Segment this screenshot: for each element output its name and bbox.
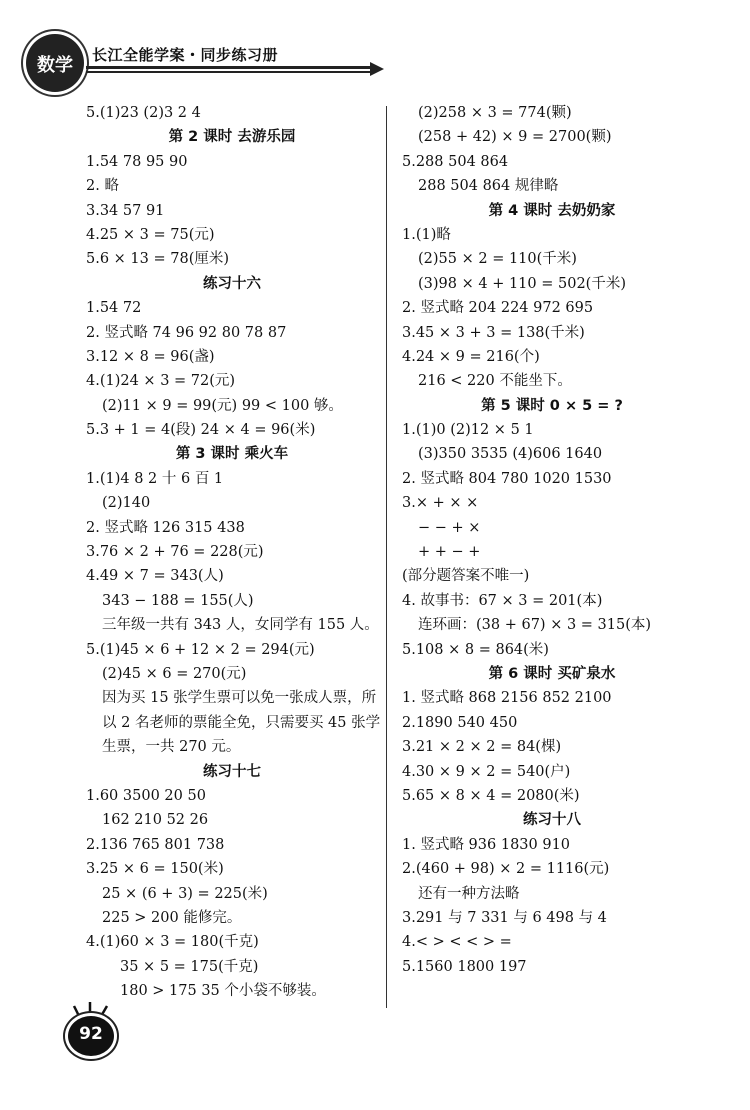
subject-badge: [26, 34, 84, 92]
answer-line: 5.(1)23 (2)3 2 4: [86, 105, 201, 121]
answer-line: 3.34 57 91: [86, 202, 165, 219]
answer-line: 2.1890 540 450: [402, 714, 518, 731]
answer-line: 225 > 200 能修完。: [102, 909, 242, 926]
answer-line: 4.< > < < > =: [402, 934, 512, 951]
answer-line: 5.288 504 864: [402, 153, 509, 170]
answer-line: 以 2 名老师的票能全免，只需要买 45 张学: [102, 714, 381, 731]
answer-line: (2)45 × 6 = 270(元): [102, 665, 247, 682]
answer-line: 1. 竖式略 868 2156 852 2100: [402, 690, 612, 707]
answer-line: (3)350 3535 (4)606 1640: [418, 446, 603, 463]
section-heading: 第 5 课时 0 × 5 = ?: [481, 397, 623, 414]
answer-line: 1.60 3500 20 50: [86, 787, 206, 804]
answer-line: 生票，一共 270 元。: [102, 739, 241, 756]
badge-label: 数学: [37, 55, 73, 76]
answer-line: 4.24 × 9 = 216(个): [402, 348, 540, 365]
answer-line: 2. 竖式略 204 224 972 695: [402, 300, 594, 317]
header-rule-thin: [86, 71, 376, 73]
page-header: [0, 0, 750, 110]
section-heading: 第 4 课时 去奶奶家: [488, 202, 616, 219]
answer-line: 4.49 × 7 = 343(人): [86, 568, 224, 585]
answer-line: 5.65 × 8 × 4 = 2080(米): [402, 787, 580, 804]
answer-line: − − + ×: [418, 519, 481, 536]
answer-line: 三年级一共有 343 人，女同学有 155 人。: [102, 617, 379, 634]
answer-line: + + − +: [418, 544, 481, 561]
answer-line: 3.12 × 8 = 96(盏): [86, 348, 215, 365]
answer-line: 180 > 175 35 个小袋不够装。: [120, 983, 326, 1000]
answer-line: 35 × 5 = 175(千克): [120, 958, 259, 975]
answer-line: (258 + 42) × 9 = 2700(颗): [418, 129, 612, 146]
answer-line: 4.25 × 3 = 75(元): [86, 226, 215, 243]
answer-line: 5.108 × 8 = 864(米): [402, 641, 549, 658]
answer-line: 1.(1)略: [402, 226, 451, 243]
answer-line: 1.54 72: [86, 300, 142, 317]
answer-line: 2. 竖式略 804 780 1020 1530: [402, 470, 612, 487]
answer-line: (3)98 × 4 + 110 = 502(千米): [418, 275, 626, 292]
page-number-badge: [62, 1000, 122, 1060]
answer-line: 2.136 765 801 738: [86, 836, 225, 853]
answer-line: 连环画：(38 + 67) × 3 = 315(本): [418, 617, 652, 634]
answer-line: 5.(1)45 × 6 + 12 × 2 = 294(元): [86, 641, 315, 658]
right-answer-column: [402, 101, 702, 979]
answer-line: 1.(1)0 (2)12 × 5 1: [402, 422, 534, 439]
answer-line: 288 504 864 规律略: [418, 178, 559, 195]
answer-line: 25 × (6 + 3) = 225(米): [102, 885, 268, 902]
answer-line: 2. 略: [86, 178, 119, 195]
section-heading: 第 2 课时 去游乐园: [168, 129, 296, 146]
answer-line: 1. 竖式略 936 1830 910: [402, 836, 571, 853]
header-rule: [86, 66, 376, 69]
answer-line: 216 < 220 不能坐下。: [418, 373, 572, 390]
answer-line: 3.76 × 2 + 76 = 228(元): [86, 544, 264, 561]
section-heading: 练习十六: [203, 275, 261, 292]
answer-line: 因为买 15 张学生票可以免一张成人票，所: [102, 690, 377, 707]
answer-line: 4.30 × 9 × 2 = 540(户): [402, 763, 571, 780]
answer-line: 4.(1)60 × 3 = 180(千克): [86, 934, 259, 951]
answer-line: 2.(460 + 98) × 2 = 1116(元): [402, 861, 610, 878]
section-heading: 练习十七: [203, 763, 261, 780]
answer-line: (2)55 × 2 = 110(千米): [418, 251, 577, 268]
header-arrow-icon: [370, 62, 384, 76]
answer-line: (2)140: [102, 495, 151, 512]
series-title: 长江全能学案・同步练习册: [92, 46, 279, 64]
answer-line: (2)258 × 3 = 774(颗): [418, 105, 572, 121]
answer-line: 3.25 × 6 = 150(米): [86, 861, 224, 878]
answer-line: (2)11 × 9 = 99(元) 99 < 100 够。: [102, 397, 343, 414]
answer-line: 5.1560 1800 197: [402, 958, 527, 975]
section-heading: 第 3 课时 乘火车: [175, 446, 289, 463]
answer-line: 3.× + × ×: [402, 495, 479, 512]
answer-line: 5.6 × 13 = 78(厘米): [86, 251, 230, 268]
left-answer-column: [86, 101, 381, 1003]
answer-line: 4.(1)24 × 3 = 72(元): [86, 373, 236, 390]
answer-line: 162 210 52 26: [102, 812, 209, 829]
answer-line: 343 − 188 = 155(人): [102, 592, 254, 609]
answer-line: 3.21 × 2 × 2 = 84(棵): [402, 739, 562, 756]
section-heading: 第 6 课时 买矿泉水: [488, 665, 616, 682]
answer-line: 3.45 × 3 + 3 = 138(千米): [402, 324, 585, 341]
answer-line: 1.(1)4 8 2 十 6 百 1: [86, 470, 224, 487]
answer-line: 还有一种方法略: [418, 885, 520, 902]
answer-line: (部分题答案不唯一): [402, 568, 530, 585]
answer-line: 5.3 + 1 = 4(段) 24 × 4 = 96(米): [86, 422, 316, 439]
column-divider: [386, 106, 387, 1008]
answer-line: 3.291 与 7 331 与 6 498 与 4: [402, 909, 607, 926]
answer-line: 1.54 78 95 90: [86, 153, 188, 170]
answer-line: 2. 竖式略 126 315 438: [86, 519, 245, 536]
section-heading: 练习十八: [523, 812, 581, 829]
answer-line: 2. 竖式略 74 96 92 80 78 87: [86, 324, 287, 341]
page-number: 92: [79, 1024, 103, 1044]
answer-line: 4. 故事书：67 × 3 = 201(本): [402, 592, 603, 609]
